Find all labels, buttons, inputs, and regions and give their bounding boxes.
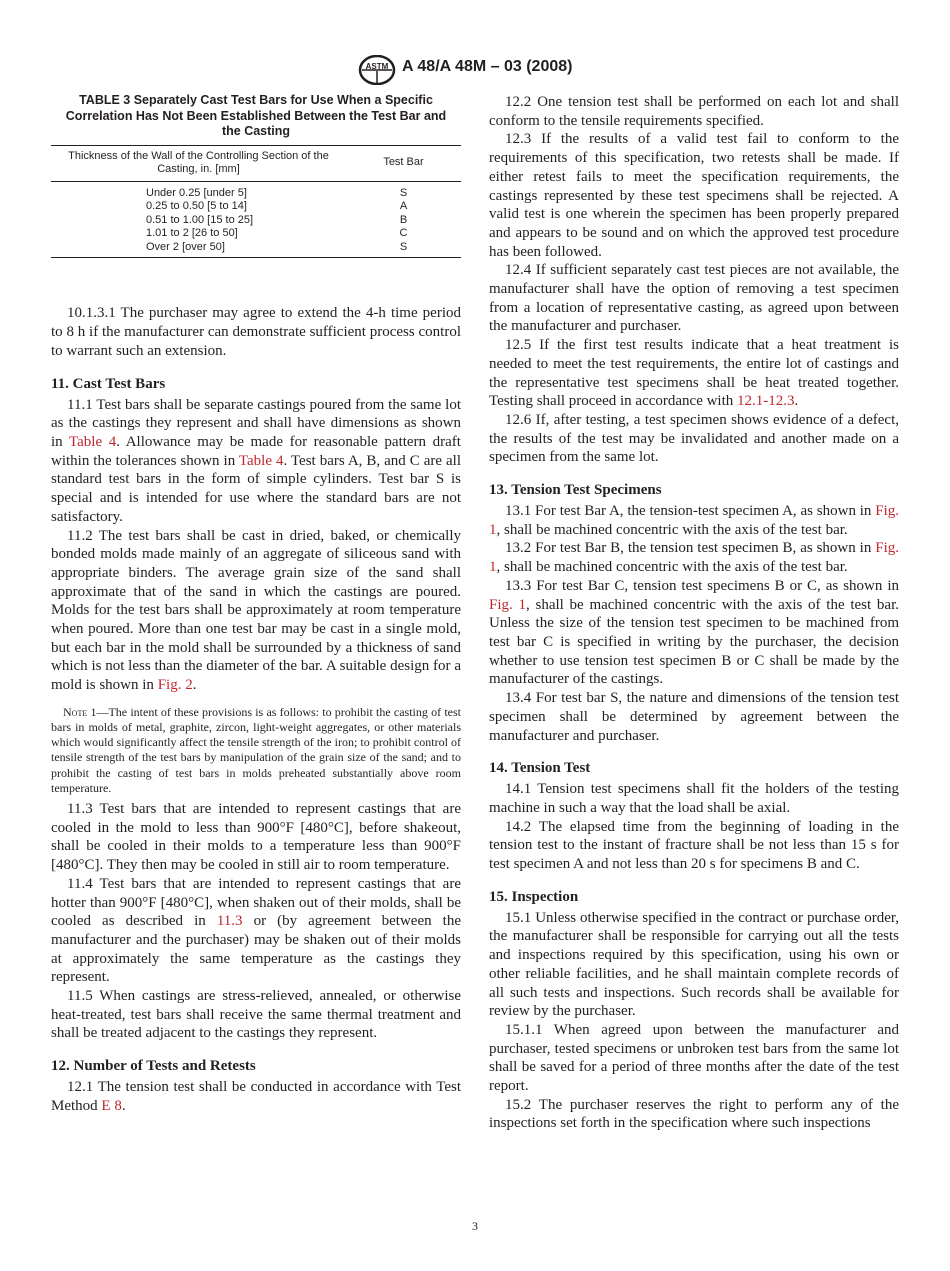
paragraph-11-4 (51, 875, 461, 987)
paragraph-11-1 (51, 396, 461, 527)
section-14-heading: 14. Tension Test (489, 760, 591, 777)
paragraph-13-3 (489, 577, 899, 689)
left-column (51, 93, 461, 1116)
paragraph-10-1-3-1: 10.1.3.1 The purchaser may agree to extend the 4-h time period to 8 h if the manufacturer can demonstrate sufficient process control to warrant such an extension. (51, 305, 461, 359)
paragraph-13-1 (489, 502, 899, 539)
text-fragment: 13.2 For test Bar B, the tension test specimen B, as shown in (505, 540, 876, 557)
section-12-heading: 12. Number of Tests and Retests (51, 1058, 256, 1075)
paragraph-12-6: 12.6 If, after testing, a test specimen shows evidence of a defect, the results of the test may be invalidated and another made on a specimen from the same lot. (489, 411, 899, 466)
paragraph-14-1: 14.1 Tension test specimens shall fit the holders of the testing machine in such a way that the load shall be axial. (489, 781, 899, 816)
fig-1-link[interactable]: Fig. 1 (489, 503, 899, 538)
paragraph-12-4: 12.4 If sufficient separately cast test pieces are not available, the manufacturer shall have the option of removing a test specimen from a location of representative casting, as agreed upon between the manufacturer and purchaser. (489, 262, 899, 335)
section-13-heading: 13. Tension Test Specimens (489, 482, 662, 499)
text-fragment: 13.3 For test Bar C, tension test specimens B or C, as shown in (505, 577, 899, 594)
cell-thickness: Under 0.25 [under 5] (146, 186, 247, 199)
cell-test-bar: S (346, 241, 461, 258)
table-row (51, 181, 461, 200)
section-11-3-link[interactable]: 11.3 (216, 913, 243, 930)
paragraph-13-4: 13.4 For test bar S, the nature and dimensions of the tension test specimen shall be determined by agreement between the manufacturer and purchaser. (489, 690, 899, 744)
text-fragment: 11.1 Test bars shall be separate castings poured from the same lot as the castings they represent and shall have dimensions as shown in (51, 396, 461, 450)
fig-2-link[interactable]: Fig. 2 (157, 677, 193, 694)
paragraph-11-3: 11.3 Test bars that are intended to represent castings that are cooled in the mold to less than 900°F [480°C], before shakeout, shall be cooled in their molds to a temperature less than 900°F [480°C]. They then may be cooled in still air to room temperature. (51, 801, 461, 874)
paragraph-12-5 (489, 336, 899, 411)
cell-test-bar: S (399, 186, 408, 199)
paragraph-14-2: 14.2 The elapsed time from the beginning of loading in the tension test to the instant of fracture shall be not less than 15 s for test specimen A and not less than 20 s for specimens B and C. (489, 818, 899, 873)
cell-test-bar: B (399, 213, 408, 226)
cell-thickness: 0.51 to 1.00 [15 to 25] (146, 213, 254, 226)
text-fragment: , shall be machined concentric with the axis of the test bar. (496, 521, 848, 538)
table-row (51, 241, 461, 258)
text-fragment: or (by agreement between the manufacturer and the purchaser) may be shaken out of their molds at approximately the same temperature as the castings they represent. (51, 913, 461, 986)
fig-1-link[interactable]: Fig. 1 (489, 596, 526, 613)
paragraph-11-2 (51, 527, 461, 695)
column-header-test-bar: Test Bar (346, 145, 461, 181)
table-3-caption: TABLE 3 Separately Cast Test Bars for Use When a Specific Correlation Has Not Been Established Between the Test Bar and the Casting (65, 93, 447, 138)
paragraph-12-2: 12.2 One tension test shall be performed on each lot and shall conform to the tensile requirements specified. (489, 94, 899, 129)
text-fragment: , shall be machined concentric with the axis of the test bar. (496, 559, 848, 576)
paragraph-15-2: 15.2 The purchaser reserves the right to perform any of the inspections set forth in the specification where such inspections (489, 1096, 899, 1132)
text-fragment: 13.1 For test Bar A, the tension-test specimen A, as shown in (505, 503, 876, 520)
table-3 (51, 145, 461, 259)
paragraph-12-1 (51, 1078, 461, 1115)
table-row (51, 214, 461, 228)
note-1-label: Note 1 (63, 704, 97, 719)
right-column (489, 93, 899, 1133)
text-fragment: . (121, 1097, 126, 1114)
note-1-text: —The intent of these provisions is as follows: to prohibit the casting of test bars in molds of metal, graphite, zircon, light-weight aggregates, or other materials which would significantly affect the tensile strength of the iron; to prohibit control of tensile strength of the test bars by manipulation of the grain size of the sand; and to prohibit the casting of test bars in molds preheated substantially above room temperature. (51, 704, 462, 795)
section-11-heading: 11. Cast Test Bars (51, 375, 166, 392)
paragraph-13-2 (489, 539, 899, 576)
note-1 (51, 705, 461, 796)
page-number: 3 (472, 1219, 478, 1233)
e8-link[interactable]: E 8 (101, 1097, 122, 1114)
cell-thickness: 1.01 to 2 [26 to 50] (146, 227, 238, 240)
page-header (0, 55, 950, 85)
paragraph-11-5: 11.5 When castings are stress-relieved, annealed, or otherwise heat-treated, test bars shall receive the same thermal treatment and shall be treated adjacent to the castings they represent. (51, 988, 461, 1042)
text-fragment: 11.4 Test bars that are intended to represent castings that are hotter than 900°F [480°C], when shaken out of their molds, shall be cooled as described in (51, 875, 461, 930)
table-header-row (51, 145, 461, 181)
text-fragment: 12.5 If the first test results indicate that a heat treatment is needed to meet the test requirements, the entire lot of castings and the representative test specimens shall be heat treated together. Testing shall proceed in accordance with (489, 337, 899, 410)
text-fragment: 12.1 The tension test shall be conducted in accordance with Test Method (51, 1079, 461, 1114)
table-4-link[interactable]: Table 4 (69, 433, 117, 450)
text-fragment: , shall be machined concentric with the axis of the test bar. Unless the size of the tension test specimen to be machined from test bar C is specified in writing by the purchaser, the decision whether to use tension test specimen B or C shall be made by the manufacturer of the castings. (489, 596, 899, 688)
text-fragment: . (192, 677, 197, 694)
text-fragment: . (794, 393, 799, 410)
cell-thickness: 0.25 to 0.50 [5 to 14] (146, 200, 247, 213)
cell-test-bar: A (399, 200, 408, 213)
astm-logo-icon (358, 55, 396, 85)
table-row (51, 227, 461, 241)
cell-thickness: Over 2 [over 50] (51, 241, 346, 258)
fig-1-link[interactable]: Fig. 1 (489, 540, 899, 576)
paragraph-15-1-1: 15.1.1 When agreed upon between the manufacturer and purchaser, tested specimens or unbroken test bars from the same lot shall be saved for a period of three months after the date of the test report. (489, 1021, 899, 1095)
paragraph-15-1: 15.1 Unless otherwise specified in the contract or purchase order, the manufacturer shall be responsible for carrying out all the tests and inspections required by this specification, using his own or other reliable facilities, and he shall maintain complete records of all such tests and inspections. Such records shall be available for review by the purchaser. (489, 909, 899, 1020)
section-12-1-12-3-link[interactable]: 12.1-12.3 (737, 393, 795, 410)
paragraph-12-3: 12.3 If the results of a valid test fail to conform to the requirements of this specification, two retests shall be made. If either retest fails to meet the specification requirements, the castings represented by these test specimens shall be rejected. A valid test is one wherein the specimen has been properly prepared and appears to be sound and on which the approved test procedure has been followed. (489, 131, 899, 260)
text-fragment: . Test bars A, B, and C are all standard test bars in the form of simple cylinders. Test bar S is special and is intended for use where the standard bars are not satisfactory. (51, 452, 461, 525)
document-designation: A 48/A 48M – 03 (2008) (402, 58, 573, 75)
table-4-link[interactable]: Table 4 (238, 452, 284, 469)
text-fragment: . Allowance may be made for reasonable pattern draft within the tolerances shown in (51, 433, 461, 469)
text-fragment: 11.2 The test bars shall be cast in dried, baked, or chemically bonded molds made mainly of an aggregate of siliceous sand with appropriate binders. The average grain size of the sand shall approximate that of the sand in which the castings are poured. Molds for the test bars shall be approximately at room temperature when poured. More than one test bar may be cast in a single mold, but each bar in the mold shall be surrounded by a thickness of sand which is not less than the diameter of the bar. A suitable design for a mold is shown in (51, 527, 461, 694)
cell-test-bar: C (399, 227, 408, 240)
section-15-heading: 15. Inspection (489, 888, 579, 905)
column-header-thickness: Thickness of the Wall of the Controlling Section of the Casting, in. [mm] (51, 145, 346, 181)
astm-logo-text: ASTM (365, 62, 389, 71)
table-row (51, 200, 461, 214)
